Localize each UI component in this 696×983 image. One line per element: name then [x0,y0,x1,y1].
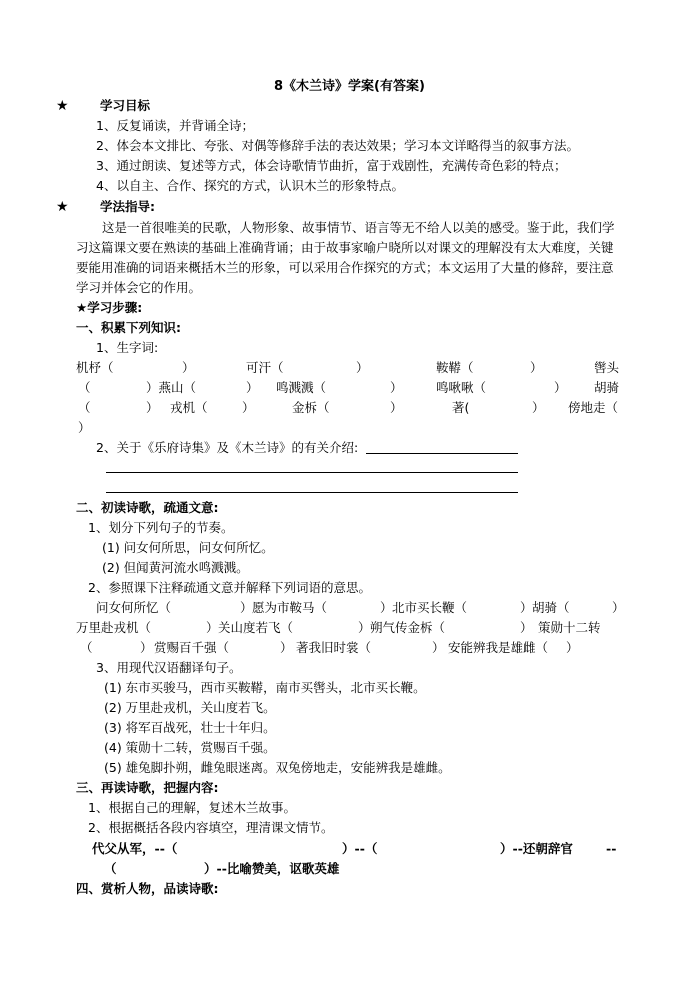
flow-item: -- [606,841,617,856]
word-item: 安能辨我是雄雌（ [448,640,549,655]
question: 3、用现代汉语翻译句子。 [96,660,242,675]
word-item: ） [432,640,445,655]
vocab-item: （ [78,400,91,415]
star-icon: ★ [56,98,69,114]
vocab-item: 机杼（ [76,360,114,375]
vocab-item: 金柝（ [292,400,330,415]
goal-item: 4、以自主、合作、探究的方式，认识木兰的形象特点。 [96,178,404,193]
question-item: (2) 但闻黄河流水鸣溅溅。 [102,560,249,575]
word-item: ） [280,640,293,655]
word-item: ） [240,600,253,615]
vocab-item: 辔头 [594,360,620,375]
word-item: （ [80,640,93,655]
vocab-item: ） [78,420,91,435]
vocab-item: ） [356,360,369,375]
word-item: 策勋十二转 [538,620,601,635]
vocab-item: ） [554,380,567,395]
word-item: ） [520,600,533,615]
vocab-item: ） [532,400,545,415]
word-item: 关山度若飞（ [218,620,294,635]
vocab-item: 鸣溅溅（ [276,380,327,395]
vocab-label: 1、生字词: [96,340,159,355]
method-line: 这是一首很唯美的民歌，人物形象、故事情节、语言等无不给人以美的感受。鉴于此，我们学 [102,220,615,235]
word-item: 胡骑（ [532,600,570,615]
vocab-item: 傍地走（ [568,400,619,415]
intro-label: 2、关于《乐府诗集》及《木兰诗》的有关介绍: [96,440,359,455]
goal-item: 1、反复诵读，并背诵全诗； [96,118,254,133]
flow-item: ）--比喻赞美，讴歌英雄 [204,861,340,876]
word-item: 愿为市鞍马（ [252,600,328,615]
vocab-item: ） [530,360,543,375]
vocab-item: 鸣啾啾（ [436,380,487,395]
word-item: ） [358,620,371,635]
flow-item: 代父从军，--（ [92,841,178,856]
word-item: ） [380,600,393,615]
question-item: (1) 东市买骏马，西市买鞍鞯，南市买辔头，北市买长鞭。 [104,680,426,695]
vocab-item: ） [390,400,403,415]
word-item: 朔气传金柝（ [370,620,446,635]
word-item: 赏赐百千强（ [154,640,230,655]
question: 1、根据自己的理解，复述木兰故事。 [88,800,296,815]
section2-heading: 二、初读诗歌，疏通文意: [76,500,219,515]
vocab-item: （ [78,380,91,395]
flow-item: ）--还朝辞官 [500,841,573,856]
steps-heading: ★学习步骤: [76,300,143,315]
word-item: 著我旧时裳（ [296,640,372,655]
section4-heading: 四、赏析人物，品读诗歌: [76,881,219,896]
method-heading: 学法指导: [100,199,155,214]
vocab-item: 可汗（ [246,360,284,375]
method-line: 学习并体会它的作用。 [76,280,202,295]
vocab-item: ） [146,400,159,415]
answer-line[interactable] [106,472,518,473]
answer-line[interactable] [366,453,518,454]
question: 1、划分下列句子的节奏。 [88,520,234,535]
goals-heading: 学习目标 [100,98,151,113]
word-item: 问女何所忆（ [96,600,172,615]
question-item: (3) 将军百战死，壮士十年归。 [104,720,276,735]
vocab-item: ） [246,380,259,395]
vocab-item: ） [182,360,195,375]
vocab-item: 著( [452,400,470,415]
vocab-item: 胡骑 [594,380,620,395]
flow-item: （ [104,861,117,876]
question: 2、根据概括各段内容填空，理清课文情节。 [88,820,334,835]
method-line: 习这篇课文要在熟读的基础上准确背诵；由于故事家喻户晓所以对课文的理解没有太大难度，关键 [76,240,614,255]
word-item: 万里赴戎机（ [76,620,152,635]
vocab-item: ）燕山（ [146,380,197,395]
vocab-item: 鞍鞯（ [436,360,474,375]
section1-heading: 一、积累下列知识: [76,320,181,335]
word-item: ） [520,620,533,635]
goal-item: 2、体会本文排比、夸张、对偶等修辞手法的表达效果；学习本文详略得当的叙事方法。 [96,138,579,153]
question-item: (4) 策勋十二转，赏赐百千强。 [104,740,276,755]
question: 2、参照课下注释疏通文意并解释下列词语的意思。 [88,580,371,595]
vocab-item: 戎机（ [170,400,208,415]
vocab-item: ） [242,400,255,415]
goal-item: 3、通过朗读、复述等方式，体会诗歌情节曲折，富于戏剧性，充满传奇色彩的特点； [96,158,567,173]
word-item: ） [612,600,625,615]
page-title: 8《木兰诗》学案(有答案) [274,79,425,94]
answer-line[interactable] [106,492,518,493]
word-item: 北市买长鞭（ [392,600,468,615]
method-line: 要能用准确的词语来概括木兰的形象，可以采用合作探究的方式；本文运用了大量的修辞，要注意 [76,260,614,275]
question-item: (2) 万里赴戎机，关山度若飞。 [104,700,276,715]
question-item: (1) 问女何所思，问女何所忆。 [102,540,274,555]
section3-heading: 三、再读诗歌，把握内容: [76,780,219,795]
word-item: ） [206,620,219,635]
word-item: ） [140,640,153,655]
word-item: ） [566,640,579,655]
flow-item: ）--（ [342,841,378,856]
star-icon: ★ [56,199,69,215]
vocab-item: ） [390,380,403,395]
question-item: (5) 雄兔脚扑朔，雌兔眼迷离。双兔傍地走，安能辨我是雄雌。 [104,760,451,775]
